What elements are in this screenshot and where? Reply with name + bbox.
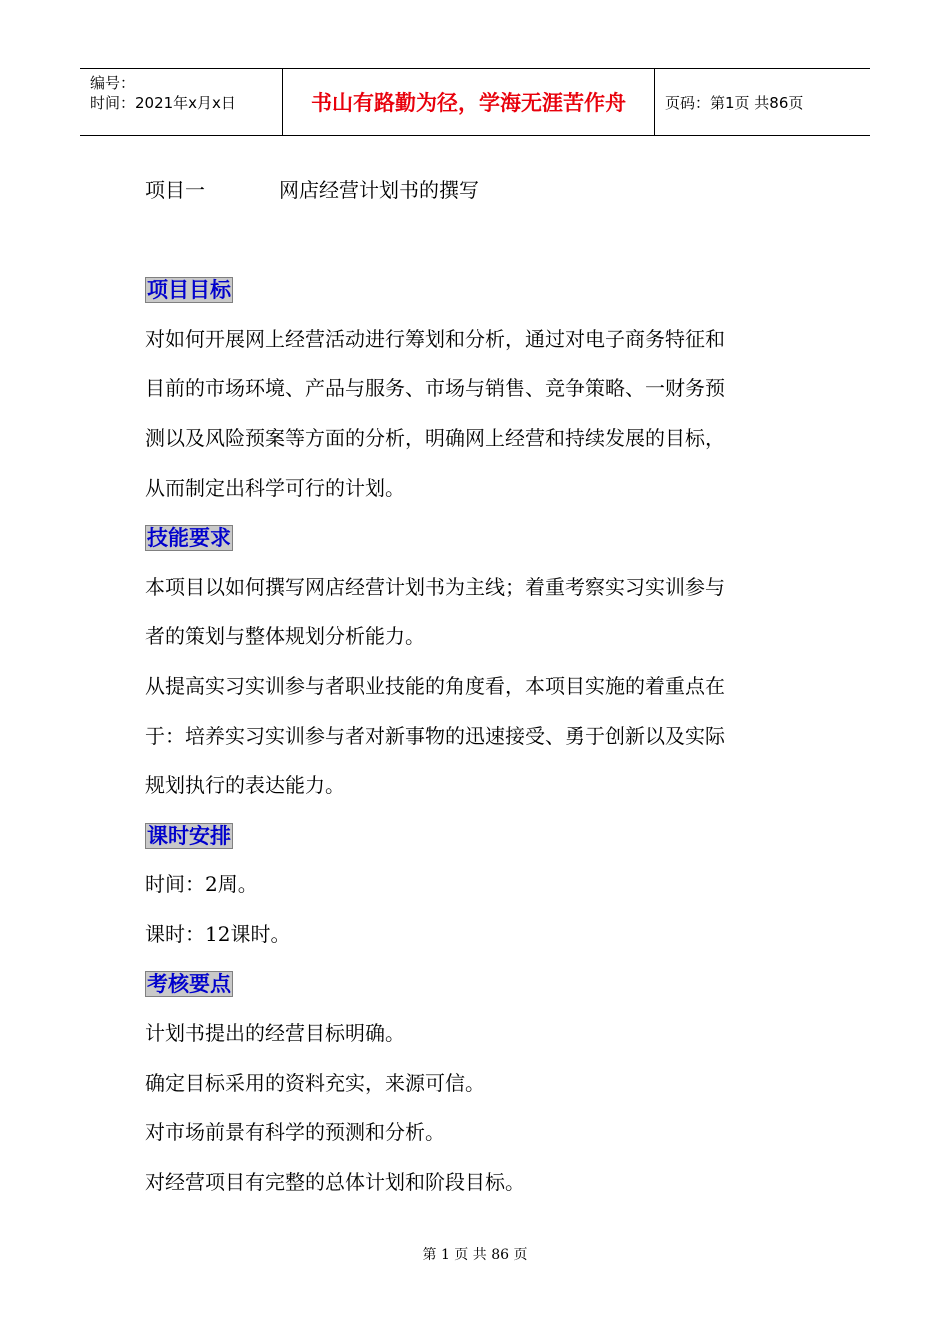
date-label: 时间：2021年x月x日 xyxy=(90,94,236,112)
section-heading-schedule: 课时安排 xyxy=(147,823,231,848)
section-heading-goal: 项目目标 xyxy=(147,277,231,302)
skills-line: 者的策划与整体规划分析能力。 xyxy=(145,624,425,649)
project-title xyxy=(145,166,815,216)
goal-line: 对如何开展网上经营活动进行筹划和分析，通过对电子商务特征和 xyxy=(145,326,725,351)
goal-line: 测以及风险预案等方面的分析，明确网上经营和持续发展的目标， xyxy=(145,425,725,450)
project-number: 项目一 xyxy=(145,178,205,202)
assessment-line: 对市场前景有科学的预测和分析。 xyxy=(145,1120,445,1145)
header-page-info: 页码：第1页 共86页 xyxy=(665,93,804,112)
section-heading-skills: 技能要求 xyxy=(147,525,231,550)
section-heading-assessment: 考核要点 xyxy=(147,972,231,997)
number-label: 编号： xyxy=(90,74,136,92)
assessment-line: 确定目标采用的资料充实，来源可信。 xyxy=(145,1070,485,1095)
skills-line: 本项目以如何撰写网店经营计划书为主线；着重考察实习实训参与 xyxy=(145,574,725,599)
assessment-line: 计划书提出的经营目标明确。 xyxy=(145,1021,405,1046)
assessment-line: 对经营项目有完整的总体计划和阶段目标。 xyxy=(145,1169,525,1194)
skills-line: 从提高实习实训参与者职业技能的角度看，本项目实施的着重点在 xyxy=(145,673,725,698)
goal-line: 目前的市场环境、产品与服务、市场与销售、竞争策略、一财务预 xyxy=(145,376,725,401)
project-name: 网店经营计划书的撰写 xyxy=(279,178,479,202)
header-motto: 书山有路勤为径，学海无涯苦作舟 xyxy=(283,69,655,135)
schedule-line: 课时：12课时。 xyxy=(145,921,291,946)
schedule-line: 时间：2周。 xyxy=(145,872,258,897)
page-header xyxy=(80,68,870,136)
skills-line: 于：培养实习实训参与者对新事物的迅速接受、勇于创新以及实际 xyxy=(145,723,725,748)
page-footer: 第 1 页 共 86 页 xyxy=(422,1247,528,1263)
goal-line: 从而制定出科学可行的计划。 xyxy=(145,475,405,500)
skills-line: 规划执行的表达能力。 xyxy=(145,773,345,798)
header-meta xyxy=(80,69,283,135)
document-body xyxy=(145,166,815,1207)
